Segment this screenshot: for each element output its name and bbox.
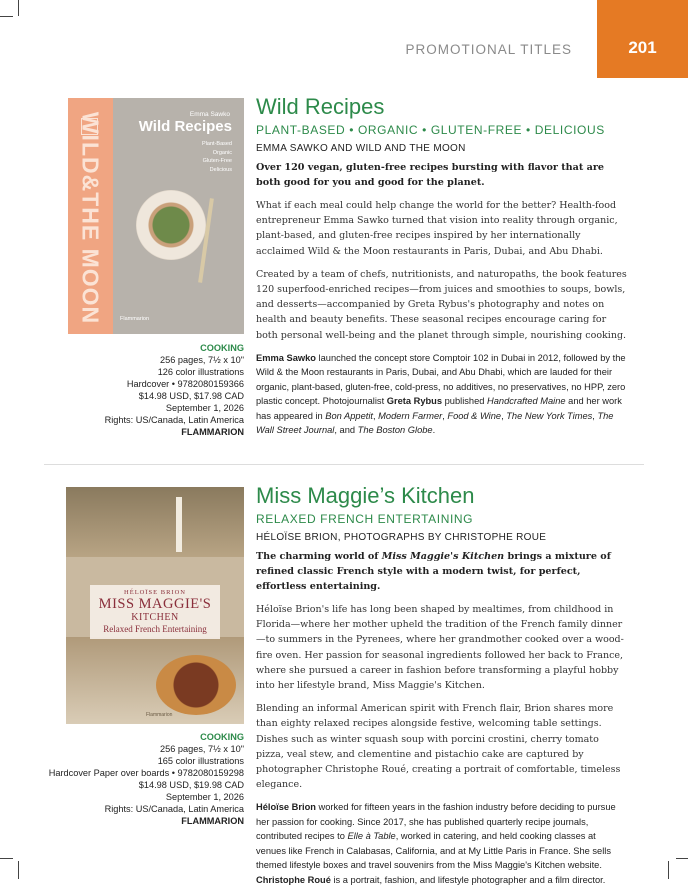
- candle-icon: [176, 497, 182, 552]
- cover-tag: Gluten-Free: [202, 158, 232, 164]
- book-title: Miss Maggie’s Kitchen: [256, 483, 475, 508]
- book-publisher: FLAMMARION: [181, 816, 244, 826]
- crop-mark: [0, 16, 13, 17]
- galette-icon: [156, 655, 236, 715]
- cover-tag: Plant-Based: [202, 141, 232, 147]
- cover-vertical-text: WILD&THE MOON: [77, 111, 104, 325]
- book-description: [256, 483, 628, 887]
- cover-tags: [202, 140, 232, 174]
- bio-book-title: Handcrafted Maine: [487, 396, 566, 407]
- book-description: [256, 94, 628, 438]
- bio-name: Emma Sawko: [256, 352, 316, 363]
- bio-name: Héloïse Brion: [256, 802, 316, 813]
- book-lead: The charming world of Miss Maggie's Kitchen brings a mixture of refined classic French style with a modern twist, for perfect, effortless entertaining.: [256, 551, 611, 592]
- lead-book-title: Miss Maggie's Kitchen: [381, 551, 505, 562]
- cover-title-line: KITCHEN: [131, 612, 179, 623]
- book-pages: 256 pages, 7½ x 10": [160, 744, 244, 754]
- book-date: September 1, 2026: [165, 792, 244, 802]
- author-bio: Emma Sawko launched the concept store Comptoir 102 in Dubai in 2012, followed by the Wild & the Moon restaurants in Paris, Dubai, and Abu Dhabi, which are lauded for their organic, plant-based, gluten-free, cold-press, no additives, no preservatives, no HPP, zero plastic concept. Photojournalist Greta Rybus published Handcrafted Maine and her work has appeared in Bon Appetit, Modern Farmer, Food & Wine, The New York Times, The Wall Street Journal, and The Boston Globe.: [256, 352, 626, 436]
- cover-author: Emma Sawko: [189, 111, 230, 118]
- cover-title-panel: [90, 585, 220, 639]
- book-publisher: FLAMMARION: [181, 427, 244, 437]
- book-cover-miss-maggies-kitchen: [66, 487, 244, 724]
- book-authors: HÉLOÏSE BRION, PHOTOGRAPHS BY CHRISTOPHE ROUE: [256, 532, 547, 543]
- section-label: PROMOTIONAL TITLES: [405, 42, 572, 57]
- book-price: $14.98 USD, $19.98 CAD: [138, 780, 244, 790]
- cover-tag: Delicious: [209, 166, 232, 173]
- book-format: Hardcover • 9782080159366: [126, 379, 244, 389]
- book-lead: Over 120 vegan, gluten-free recipes bursting with flavor that are both good for you and good for the planet.: [256, 162, 605, 188]
- cover-subtitle: Relaxed French Entertaining: [103, 624, 207, 634]
- book-authors: EMMA SAWKO AND WILD AND THE MOON: [256, 143, 466, 154]
- book-meta: [44, 342, 244, 438]
- crop-mark: [676, 858, 688, 859]
- book-paragraph: What if each meal could help change the world for the better? Health-food entrepreneur Emma Sawko turned that vision into reality through organic, plant-based, and gluten-free recipes inspired by her internationally acclaimed Wild & the Moon restaurants in Paris, Dubai, and Abu Dhabi.: [256, 200, 618, 257]
- book-subtitle: PLANT-BASED • ORGANIC • GLUTEN-FREE • DELICIOUS: [256, 123, 605, 137]
- cover-title-line: MISS MAGGIE'S: [98, 596, 212, 612]
- book-price: $14.98 USD, $17.98 CAD: [138, 391, 244, 401]
- book-illustrations: 165 color illustrations: [157, 756, 244, 766]
- book-paragraph: Blending an informal American spirit with French flair, Brion shares more than eighty relaxed recipes alongside festive, welcoming table settings. Dishes such as winter squash soup with porcini crostini, cherry tomato pizza, veal stew, and clementine and pistachio cake are captured by photographer Christophe Roué, creating a portrait of comfortable, timeless elegance.: [256, 703, 621, 791]
- author-bio: Héloïse Brion worked for fifteen years in the fashion industry before deciding to pursue her passion for cooking. Since 2017, she has published quarterly recipe journals, contributed recipes to Elle à Table, worked in catering, and held cooking classes at venues like French in Calabasas, California, and at My Little Paris in France. She sells themed lifestyle boxes and travel souvenirs from the Miss Maggie's Kitchen website. Christophe Roué is a portrait, fashion, and lifestyle photographer and a film director.: [256, 802, 616, 885]
- page-number-box: [597, 0, 688, 78]
- bio-name: Greta Rybus: [386, 396, 443, 407]
- bowl-icon: [136, 190, 206, 260]
- crop-mark: [18, 0, 19, 16]
- cover-photo-top: [66, 487, 244, 557]
- book-illustrations: 126 color illustrations: [157, 367, 244, 377]
- crop-mark: [0, 858, 13, 859]
- book-title: Wild Recipes: [256, 94, 385, 119]
- crop-mark: [18, 861, 19, 879]
- book-rights: Rights: US/Canada, Latin America: [104, 415, 244, 425]
- book-rights: Rights: US/Canada, Latin America: [104, 804, 244, 814]
- book-subtitle: RELAXED FRENCH ENTERTAINING: [256, 512, 474, 526]
- crop-mark: [668, 861, 669, 879]
- cover-author: HÉLOÏSE BRION: [124, 589, 186, 596]
- book-paragraph: Héloïse Brion's life has long been shaped by mealtimes, from childhood in Florida—where her mother upheld the tradition of the French family dinner—to summers in the Pyrenees, where her grandmother cooked over a wood-fire oven. Her passion for seasonal ingredients followed her back to France, where she pursued a career in fashion before transforming a playful hobby into her lifestyle brand, Miss Maggie's Kitchen.: [256, 604, 624, 692]
- page-number: 201: [628, 38, 657, 57]
- book-paragraph: Created by a team of chefs, nutritionists, and naturopaths, the book features 120 superfood-enriched recipes—from juices and smoothies to soups, bowls, and desserts—accompanied by Greta Rybus's photography and notes on health and beauty benefits. These seasonal recipes encourage caring for both personal well-being and the planet through simple, nourishing cooking.: [256, 268, 627, 341]
- book-meta: [44, 731, 244, 827]
- cover-title: Wild Recipes: [138, 118, 232, 135]
- cover-publisher: Flammarion: [120, 316, 150, 322]
- bio-name: Christophe Roué: [256, 874, 331, 885]
- book-date: September 1, 2026: [165, 403, 244, 413]
- book-format: Hardcover Paper over boards • 9782080159298: [48, 768, 244, 778]
- section-divider: [44, 464, 644, 465]
- book-category: COOKING: [200, 732, 244, 742]
- cover-publisher: Flammarion: [146, 712, 173, 718]
- book-cover-wild-recipes: [68, 98, 244, 334]
- bio-publication: Elle à Table: [347, 831, 396, 842]
- book-pages: 256 pages, 7½ x 10": [160, 355, 244, 365]
- book-category: COOKING: [200, 343, 244, 353]
- cover-tag: Organic: [212, 149, 232, 156]
